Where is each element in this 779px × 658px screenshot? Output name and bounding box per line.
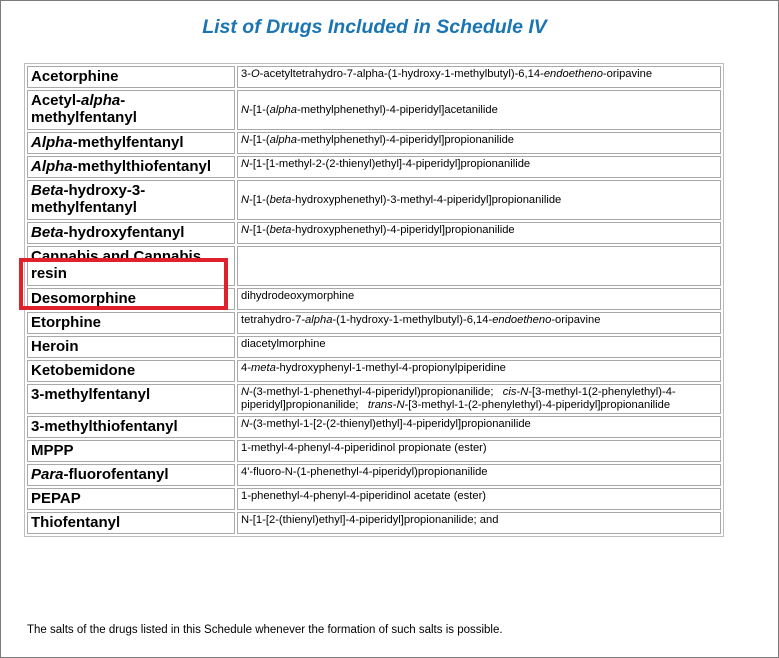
text-segment: Acetorphine xyxy=(31,68,119,85)
table-row xyxy=(27,384,721,414)
text-segment: alpha xyxy=(305,314,333,326)
text-segment: 4- xyxy=(241,362,251,374)
text-segment: Heroin xyxy=(31,338,79,355)
highlight-box xyxy=(19,258,228,310)
table-row xyxy=(27,464,721,486)
text-segment: Alpha xyxy=(31,134,73,151)
text-segment: 3-methylthiofentanyl xyxy=(31,418,178,435)
chemical-name-cell xyxy=(237,132,721,154)
chemical-name-cell xyxy=(237,312,721,334)
text-segment: Desomorphine xyxy=(31,290,137,307)
text-segment: -methylphenethyl)-4-piperidyl]acetanilide xyxy=(296,103,498,116)
drug-name-cell xyxy=(27,222,235,244)
text-segment: diacetylmorphine xyxy=(241,338,326,350)
table-row xyxy=(27,156,721,178)
text-segment: meta xyxy=(250,362,276,374)
chemical-name-cell xyxy=(237,180,721,220)
text-segment: -methylfentanyl xyxy=(31,92,137,126)
chemical-name-cell xyxy=(237,288,721,310)
drug-name-cell xyxy=(27,66,235,88)
text-segment: -[3-methyl-1(2-phenylethyl)-4-piperidyl]propionanilide; xyxy=(241,386,676,411)
text-segment: 1-methyl-4-phenyl-4-piperidinol propionate (ester) xyxy=(241,442,487,454)
table-row xyxy=(27,360,721,382)
chemical-name-cell xyxy=(237,336,721,358)
text-segment: -[3-methyl-1-(2-phenylethyl)-4-piperidyl]propionanilide xyxy=(404,399,671,411)
table-row xyxy=(27,312,721,334)
drug-name-cell xyxy=(27,156,235,178)
text-segment: 3-methylfentanyl xyxy=(31,386,151,403)
drug-name-cell xyxy=(27,512,235,534)
table-row xyxy=(27,440,721,462)
text-segment: cis xyxy=(502,386,517,398)
text-segment: alpha xyxy=(269,134,297,146)
text-segment: -methylthiofentanyl xyxy=(72,158,212,175)
text-segment: -(3-methyl-1-phenethyl-4-piperidyl)propionanilide; xyxy=(249,386,503,398)
text-segment: -[1-[1-methyl-2-(2-thienyl)ethyl]-4-piperidyl]propionanilide xyxy=(249,158,531,170)
chemical-name-cell xyxy=(237,416,721,438)
text-segment: -methylfentanyl xyxy=(72,134,184,151)
text-segment: Thiofentanyl xyxy=(31,514,121,531)
text-segment: N xyxy=(241,224,250,236)
drug-name-cell xyxy=(27,312,235,334)
drug-name-cell xyxy=(27,180,235,220)
drug-name-cell xyxy=(27,416,235,438)
text-segment: beta xyxy=(269,193,292,206)
text-segment: -hydroxyfentanyl xyxy=(63,224,185,241)
text-segment: -[1-( xyxy=(249,134,270,146)
text-segment: N xyxy=(241,386,250,398)
page-title: List of Drugs Included in Schedule IV xyxy=(202,16,547,38)
text-segment: -hydroxy-3-methylfentanyl xyxy=(31,182,146,216)
table-row xyxy=(27,180,721,220)
text-segment: Cannabis and Cannabis resin xyxy=(31,248,202,282)
text-segment: Beta xyxy=(31,224,64,241)
drug-name-cell xyxy=(27,464,235,486)
text-segment: trans xyxy=(367,399,393,411)
text-segment: N-[1-[2-(thienyl)ethyl]-4-piperidyl]propionanilide; and xyxy=(241,514,499,526)
text-segment: PEPAP xyxy=(31,490,81,507)
text-segment: -oripavine xyxy=(602,68,653,80)
text-segment: -[1-( xyxy=(249,193,270,206)
chemical-name-cell xyxy=(237,90,721,130)
table-row xyxy=(27,488,721,510)
chemical-name-cell xyxy=(237,66,721,88)
text-segment: -[1-( xyxy=(249,224,270,236)
footer-note: The salts of the drugs listed in this Schedule whenever the formation of such salts is possible. xyxy=(27,624,503,636)
text-segment: O xyxy=(250,68,260,80)
text-segment: Alpha xyxy=(31,158,73,175)
text-segment: -acetyltetrahydro-7-alpha-(1-hydroxy-1-methylbutyl)-6,14- xyxy=(259,68,544,80)
table-row xyxy=(27,90,721,130)
text-segment: -methylphenethyl)-4-piperidyl]propionanilide xyxy=(296,134,515,146)
text-segment: Etorphine xyxy=(31,314,101,331)
text-segment: MPPP xyxy=(31,442,74,459)
text-segment: N xyxy=(241,418,250,430)
text-segment: - xyxy=(516,386,521,398)
text-segment: -hydroxyphenethyl)-3-methyl-4-piperidyl]propionanilide xyxy=(291,193,562,206)
text-segment: Acetyl- xyxy=(31,92,82,109)
drug-name-cell xyxy=(27,384,235,414)
chemical-name-cell xyxy=(237,360,721,382)
table-row xyxy=(27,336,721,358)
text-segment: N xyxy=(241,193,250,206)
text-segment: -hydroxyphenyl-1-methyl-4-propionylpiperidine xyxy=(275,362,506,374)
chemical-name-cell xyxy=(237,464,721,486)
chemical-name-cell xyxy=(237,440,721,462)
text-segment: -(1-hydroxy-1-methylbutyl)-6,14- xyxy=(332,314,493,326)
text-segment: dihydrodeoxymorphine xyxy=(241,290,355,302)
text-segment: N xyxy=(241,103,250,116)
text-segment: N xyxy=(241,158,250,170)
text-segment: -[1-( xyxy=(249,103,270,116)
drug-name-cell xyxy=(27,336,235,358)
text-segment: 3- xyxy=(241,68,251,80)
chemical-name-cell xyxy=(237,156,721,178)
table-row xyxy=(27,512,721,534)
drug-name-cell xyxy=(27,90,235,130)
text-segment: -hydroxyphenethyl)-4-piperidyl]propionanilide xyxy=(291,224,515,236)
text-segment: Ketobemidone xyxy=(31,362,136,379)
text-segment: Beta xyxy=(31,182,64,199)
text-segment: alpha xyxy=(269,103,297,116)
drug-name-cell xyxy=(27,132,235,154)
chemical-name-cell xyxy=(237,222,721,244)
drug-name-cell xyxy=(27,440,235,462)
text-segment: N xyxy=(520,386,529,398)
drug-name-cell xyxy=(27,488,235,510)
table-row xyxy=(27,222,721,244)
table-row xyxy=(27,132,721,154)
text-segment: beta xyxy=(269,224,292,236)
text-segment: N xyxy=(396,399,405,411)
text-segment: - xyxy=(392,399,397,411)
text-segment: 1-phenethyl-4-phenyl-4-piperidinol acetate (ester) xyxy=(241,490,487,502)
table-row xyxy=(27,416,721,438)
drug-name-cell xyxy=(27,360,235,382)
chemical-name-cell xyxy=(237,384,721,414)
text-segment: -oripavine xyxy=(551,314,601,326)
text-segment: -(3-methyl-1-[2-(2-thienyl)ethyl]-4-piperidyl]propionanilide xyxy=(249,418,531,430)
text-segment: endoetheno xyxy=(492,314,552,326)
text-segment: tetrahydro-7- xyxy=(241,314,306,326)
text-segment: Para xyxy=(31,466,64,483)
text-segment: alpha xyxy=(81,92,121,109)
text-segment: -fluorofentanyl xyxy=(63,466,169,483)
text-segment: N xyxy=(241,134,250,146)
chemical-name-cell xyxy=(237,512,721,534)
table-row xyxy=(27,66,721,88)
text-segment: 4'-fluoro-N-(1-phenethyl-4-piperidyl)propionanilide xyxy=(241,466,488,478)
chemical-name-cell xyxy=(237,488,721,510)
text-segment: endoetheno xyxy=(543,68,603,80)
chemical-name-cell xyxy=(237,246,721,286)
